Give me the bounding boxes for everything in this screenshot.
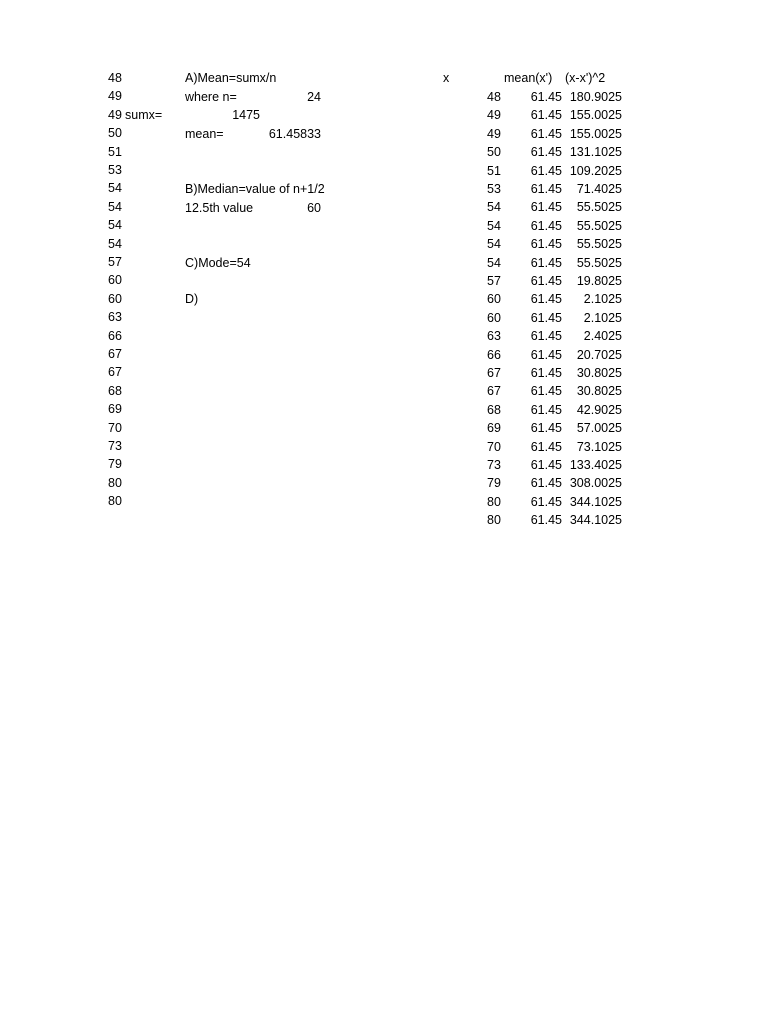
table-cell-x: 69 [487, 421, 501, 436]
table-cell-mean: 61.45 [530, 310, 562, 325]
sumx-value: 1475 [232, 108, 260, 122]
table-cell-x: 63 [487, 329, 501, 344]
table-cell-x: 57 [487, 274, 501, 288]
x-value-cell: 68 [108, 383, 122, 398]
table-cell-mean: 61.45 [530, 108, 562, 123]
table-cell-mean: 61.45 [530, 200, 562, 215]
x-value-cell: 73 [108, 439, 122, 453]
x-value-cell: 80 [108, 475, 122, 490]
x-value-cell: 54 [108, 218, 122, 233]
table-cell-x: 79 [487, 476, 501, 491]
table-cell-mean: 61.45 [530, 439, 562, 454]
table-cell-sq-dev: 344.1025 [569, 494, 622, 509]
table-cell-x: 51 [487, 163, 501, 178]
table-cell-sq-dev: 71.4025 [576, 182, 622, 196]
table-cell-x: 67 [487, 366, 501, 380]
x-value-cell: 67 [108, 365, 122, 380]
sumx-label: sumx= [125, 108, 163, 122]
x-value-cell: 48 [108, 71, 122, 85]
x-value-cell: 54 [108, 199, 122, 214]
header-sq-dev: (x-x')^2 [565, 71, 606, 85]
median-position-label: 12.5th value [185, 201, 254, 215]
table-cell-x: 80 [487, 494, 501, 509]
table-cell-sq-dev: 109.2025 [569, 163, 622, 178]
table-cell-sq-dev: 155.0025 [569, 126, 622, 141]
x-value-cell: 57 [108, 255, 122, 269]
median-section-title: B)Median=value of n+1/2 [185, 182, 325, 196]
x-value-cell: 49 [108, 89, 122, 104]
table-cell-mean: 61.45 [530, 513, 562, 528]
x-value-cell: 79 [108, 457, 122, 472]
x-value-cell: 49 [108, 107, 122, 122]
table-cell-mean: 61.45 [530, 292, 562, 307]
table-cell-sq-dev: 19.8025 [576, 274, 622, 288]
table-cell-sq-dev: 55.5025 [576, 200, 622, 215]
table-cell-mean: 61.45 [530, 126, 562, 141]
table-cell-x: 60 [487, 310, 501, 325]
x-value-cell: 80 [108, 494, 122, 509]
table-cell-x: 80 [487, 513, 501, 528]
table-cell-mean: 61.45 [530, 402, 562, 417]
table-cell-mean: 61.45 [530, 494, 562, 509]
header-mean: mean(x') [504, 71, 553, 85]
x-value-cell: 69 [108, 402, 122, 417]
mean-section-title: A)Mean=sumx/n [185, 71, 277, 85]
table-cell-mean: 61.45 [530, 182, 562, 196]
table-cell-sq-dev: 55.5025 [576, 237, 622, 252]
table-cell-sq-dev: 344.1025 [569, 513, 622, 528]
x-value-cell: 66 [108, 328, 122, 343]
table-cell-sq-dev: 42.9025 [576, 402, 622, 417]
mean-value: 61.45833 [268, 127, 321, 141]
table-cell-sq-dev: 2.1025 [583, 310, 622, 325]
x-value-cell: 51 [108, 144, 122, 159]
table-cell-x: 67 [487, 384, 501, 399]
table-cell-x: 54 [487, 237, 501, 252]
table-cell-sq-dev: 2.4025 [583, 329, 622, 344]
table-cell-mean: 61.45 [530, 274, 562, 288]
x-value-cell: 60 [108, 273, 122, 288]
x-value-cell: 70 [108, 420, 122, 435]
x-value-cell: 50 [108, 126, 122, 141]
n-label: where n= [185, 90, 237, 104]
x-value-cell: 54 [108, 181, 122, 196]
table-cell-mean: 61.45 [530, 458, 562, 472]
table-cell-x: 70 [487, 439, 501, 454]
table-cell-mean: 61.45 [530, 421, 562, 436]
table-cell-sq-dev: 20.7025 [576, 347, 622, 362]
mean-label: mean= [185, 127, 224, 141]
x-value-cell: 63 [108, 310, 122, 325]
table-cell-mean: 61.45 [530, 329, 562, 344]
table-cell-x: 66 [487, 347, 501, 362]
table-cell-sq-dev: 131.1025 [569, 145, 622, 160]
table-cell-x: 60 [487, 292, 501, 307]
table-cell-sq-dev: 2.1025 [583, 292, 622, 307]
table-cell-mean: 61.45 [530, 90, 562, 104]
table-cell-sq-dev: 30.8025 [576, 384, 622, 399]
x-value-cell: 54 [108, 236, 122, 251]
table-cell-sq-dev: 133.4025 [569, 458, 622, 472]
table-cell-mean: 61.45 [530, 218, 562, 233]
table-cell-sq-dev: 55.5025 [576, 255, 622, 270]
table-cell-x: 54 [487, 218, 501, 233]
table-cell-mean: 61.45 [530, 476, 562, 491]
x-value-cell: 67 [108, 347, 122, 361]
table-cell-x: 50 [487, 145, 501, 160]
table-cell-x: 53 [487, 182, 501, 196]
table-cell-x: 48 [487, 90, 501, 104]
table-cell-sq-dev: 73.1025 [576, 439, 622, 454]
table-cell-x: 54 [487, 200, 501, 215]
table-cell-sq-dev: 308.0025 [569, 476, 622, 491]
table-cell-mean: 61.45 [530, 384, 562, 399]
mode-section-title: C)Mode=54 [185, 256, 251, 270]
n-value: 24 [307, 90, 321, 104]
table-cell-x: 49 [487, 126, 501, 141]
header-x: x [443, 71, 450, 85]
table-cell-x: 54 [487, 255, 501, 270]
table-cell-mean: 61.45 [530, 237, 562, 252]
table-cell-sq-dev: 180.9025 [569, 90, 622, 104]
median-value: 60 [307, 201, 321, 215]
x-value-cell: 60 [108, 291, 122, 306]
table-cell-mean: 61.45 [530, 366, 562, 380]
table-cell-mean: 61.45 [530, 255, 562, 270]
table-cell-x: 68 [487, 402, 501, 417]
table-cell-mean: 61.45 [530, 347, 562, 362]
table-cell-sq-dev: 57.0025 [576, 421, 622, 436]
part-d-title: D) [185, 292, 199, 306]
x-value-cell: 53 [108, 163, 122, 177]
table-cell-x: 73 [487, 458, 501, 472]
table-cell-x: 49 [487, 108, 501, 123]
table-cell-mean: 61.45 [530, 145, 562, 160]
table-cell-mean: 61.45 [530, 163, 562, 178]
table-cell-sq-dev: 55.5025 [576, 218, 622, 233]
table-cell-sq-dev: 155.0025 [569, 108, 622, 123]
table-cell-sq-dev: 30.8025 [576, 366, 622, 380]
